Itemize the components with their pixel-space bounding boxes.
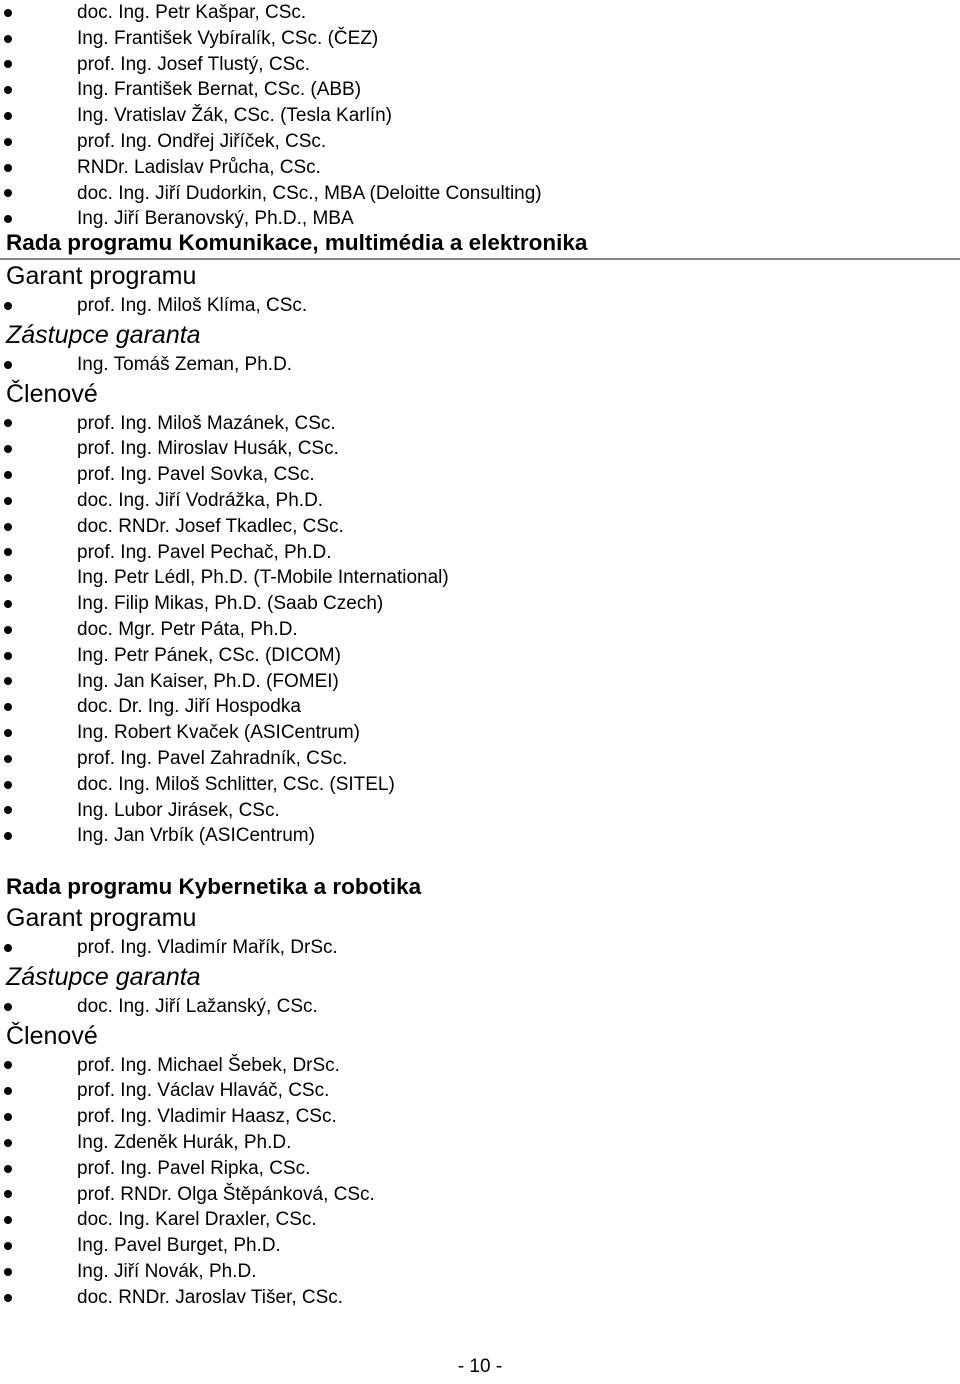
member-name: prof. Ing. Pavel Pechač, Ph.D. xyxy=(77,541,332,563)
member-name: prof. Ing. Vladimír Mařík, DrSc. xyxy=(77,937,338,958)
bullet-icon xyxy=(4,548,12,556)
list-item xyxy=(0,591,960,617)
member-name: Ing. Jan Vrbík (ASICentrum) xyxy=(77,825,315,847)
list-item xyxy=(0,935,960,961)
list-item xyxy=(0,488,960,514)
bullet-icon xyxy=(4,1190,12,1198)
bullet-icon xyxy=(4,1216,12,1224)
member-name: Ing. Zdeněk Hurák, Ph.D. xyxy=(77,1131,292,1153)
clenove-heading: Členové xyxy=(6,379,98,408)
list-item xyxy=(0,720,960,746)
member-name: doc. Ing. Jiří Vodrážka, Ph.D. xyxy=(77,489,324,511)
member-name: prof. Ing. Miloš Klíma, CSc. xyxy=(77,295,308,316)
bullet-icon xyxy=(4,86,12,94)
bullet-icon xyxy=(4,729,12,737)
list-item xyxy=(0,1207,960,1233)
list-item xyxy=(0,746,960,772)
bullet-icon xyxy=(4,1242,12,1250)
member-name: doc. Ing. Petr Kašpar, CSc. xyxy=(77,2,307,23)
list-item xyxy=(0,181,960,207)
bullet-icon xyxy=(4,626,12,634)
list-item xyxy=(0,0,960,26)
bullet-icon xyxy=(4,138,12,146)
list-item xyxy=(0,1078,960,1104)
member-name: Ing. Filip Mikas, Ph.D. (Saab Czech) xyxy=(77,593,384,615)
list-item xyxy=(0,129,960,155)
list-item xyxy=(0,26,960,52)
member-name: Ing. Tomáš Zeman, Ph.D. xyxy=(77,353,293,375)
bullet-icon xyxy=(4,9,12,17)
member-name: doc. Mgr. Petr Páta, Ph.D. xyxy=(77,618,298,640)
member-name: prof. Ing. Miroslav Husák, CSc. xyxy=(77,438,339,460)
bullet-icon xyxy=(4,1087,12,1095)
bullet-icon xyxy=(4,1294,12,1302)
list-item xyxy=(0,1156,960,1182)
bullet-icon xyxy=(4,189,12,197)
list-item xyxy=(0,540,960,566)
list-item xyxy=(0,462,960,488)
bullet-icon xyxy=(4,445,12,453)
bullet-icon xyxy=(4,781,12,789)
bullet-icon xyxy=(4,523,12,531)
bullet-icon xyxy=(4,574,12,582)
member-name: Ing. Jiří Beranovský, Ph.D., MBA xyxy=(77,208,354,230)
list-item xyxy=(0,823,960,849)
member-name: doc. RNDr. Jaroslav Tišer, CSc. xyxy=(77,1286,344,1308)
top-member-list xyxy=(0,0,960,232)
clenove-list xyxy=(0,411,960,850)
list-item xyxy=(0,1285,960,1311)
bullet-icon xyxy=(4,944,12,952)
list-item xyxy=(0,643,960,669)
list-item xyxy=(0,1182,960,1208)
bullet-icon xyxy=(4,164,12,172)
member-name: Ing. Pavel Burget, Ph.D. xyxy=(77,1235,281,1257)
zastupce-heading: Zástupce garanta xyxy=(6,320,201,349)
member-name: prof. Ing. Pavel Zahradník, CSc. xyxy=(77,747,348,769)
member-name: Ing. Vratislav Žák, CSc. (Tesla Karlín) xyxy=(77,105,393,127)
clenove-heading: Členové xyxy=(6,1021,98,1050)
member-name: prof. RNDr. Olga Štěpánková, CSc. xyxy=(77,1183,375,1205)
list-item xyxy=(0,52,960,78)
member-name: prof. Ing. Ondřej Jiříček, CSc. xyxy=(77,130,327,152)
member-name: prof. Ing. Václav Hlaváč, CSc. xyxy=(77,1080,330,1102)
list-item xyxy=(0,772,960,798)
bullet-icon xyxy=(4,471,12,479)
member-name: doc. Ing. Jiří Dudorkin, CSc., MBA (Deloitte Consulting) xyxy=(77,182,542,204)
list-item xyxy=(0,994,960,1020)
member-name: prof. Ing. Pavel Sovka, CSc. xyxy=(77,464,315,486)
member-name: Ing. Robert Kvaček (ASICentrum) xyxy=(77,722,360,744)
zastupce-list xyxy=(0,352,960,378)
bullet-icon xyxy=(4,677,12,685)
member-name: prof. Ing. Josef Tlustý, CSc. xyxy=(77,53,311,75)
member-name: Ing. Petr Pánek, CSc. (DICOM) xyxy=(77,644,341,666)
member-name: prof. Ing. Vladimir Haasz, CSc. xyxy=(77,1106,337,1128)
garant-heading: Garant programu xyxy=(6,262,197,290)
member-name: doc. Ing. Jiří Lažanský, CSc. xyxy=(77,995,318,1017)
member-name: doc. Ing. Karel Draxler, CSc. xyxy=(77,1209,317,1231)
list-item xyxy=(0,669,960,695)
list-item xyxy=(0,798,960,824)
zastupce-list xyxy=(0,994,960,1020)
member-name: doc. Dr. Ing. Jiří Hospodka xyxy=(77,696,301,718)
member-name: Ing. Lubor Jirásek, CSc. xyxy=(77,799,280,821)
list-item xyxy=(0,77,960,103)
page-number: - 10 - xyxy=(457,1356,503,1377)
member-name: prof. Ing. Michael Šebek, DrSc. xyxy=(77,1054,340,1076)
list-item xyxy=(0,1053,960,1079)
list-item xyxy=(0,1259,960,1285)
list-item xyxy=(0,694,960,720)
garant-list xyxy=(0,293,960,319)
list-item xyxy=(0,617,960,643)
bullet-icon xyxy=(4,35,12,43)
member-name: Ing. Petr Lédl, Ph.D. (T-Mobile International) xyxy=(77,567,449,589)
bullet-icon xyxy=(4,302,12,310)
bullet-icon xyxy=(4,497,12,505)
member-name: Ing. František Bernat, CSc. (ABB) xyxy=(77,79,362,101)
member-name: Ing. Jiří Novák, Ph.D. xyxy=(77,1260,257,1282)
bullet-icon xyxy=(4,419,12,427)
member-name: doc. RNDr. Josef Tkadlec, CSc. xyxy=(77,515,344,537)
list-item xyxy=(0,1233,960,1259)
member-name: doc. Ing. Miloš Schlitter, CSc. (SITEL) xyxy=(77,773,395,795)
member-name: prof. Ing. Pavel Ripka, CSc. xyxy=(77,1157,311,1179)
bullet-icon xyxy=(4,806,12,814)
member-name: Ing. František Vybíralík, CSc. (ČEZ) xyxy=(77,27,379,49)
section-komunikace xyxy=(0,228,960,849)
list-item xyxy=(0,352,960,378)
list-item xyxy=(0,411,960,437)
bullet-icon xyxy=(4,112,12,120)
member-name: RNDr. Ladislav Průcha, CSc. xyxy=(77,156,321,178)
clenove-list xyxy=(0,1053,960,1311)
list-item xyxy=(0,1130,960,1156)
list-item xyxy=(0,1104,960,1130)
member-name: Ing. Jan Kaiser, Ph.D. (FOMEI) xyxy=(77,670,339,692)
list-item xyxy=(0,565,960,591)
list-item xyxy=(0,293,960,319)
list-item xyxy=(0,155,960,181)
bullet-icon xyxy=(4,832,12,840)
list-item xyxy=(0,436,960,462)
list-item xyxy=(0,514,960,540)
section-title: Rada programu Kybernetika a robotika xyxy=(6,874,422,899)
bullet-icon xyxy=(4,1268,12,1276)
bullet-icon xyxy=(4,1139,12,1147)
section-title: Rada programu Komunikace, multimédia a elektronika xyxy=(0,228,960,260)
bullet-icon xyxy=(4,755,12,763)
list-item xyxy=(0,103,960,129)
bullet-icon xyxy=(4,1165,12,1173)
bullet-icon xyxy=(4,1061,12,1069)
bullet-icon xyxy=(4,652,12,660)
garant-heading: Garant programu xyxy=(6,904,197,932)
bullet-icon xyxy=(4,1113,12,1121)
member-name: prof. Ing. Miloš Mazánek, CSc. xyxy=(77,412,336,434)
bullet-icon xyxy=(4,361,12,369)
garant-list xyxy=(0,935,960,961)
bullet-icon xyxy=(4,600,12,608)
bullet-icon xyxy=(4,60,12,68)
bullet-icon xyxy=(4,215,12,223)
bullet-icon xyxy=(4,703,12,711)
section-kybernetika xyxy=(0,872,960,1311)
zastupce-heading: Zástupce garanta xyxy=(6,962,201,991)
bullet-icon xyxy=(4,1003,12,1011)
